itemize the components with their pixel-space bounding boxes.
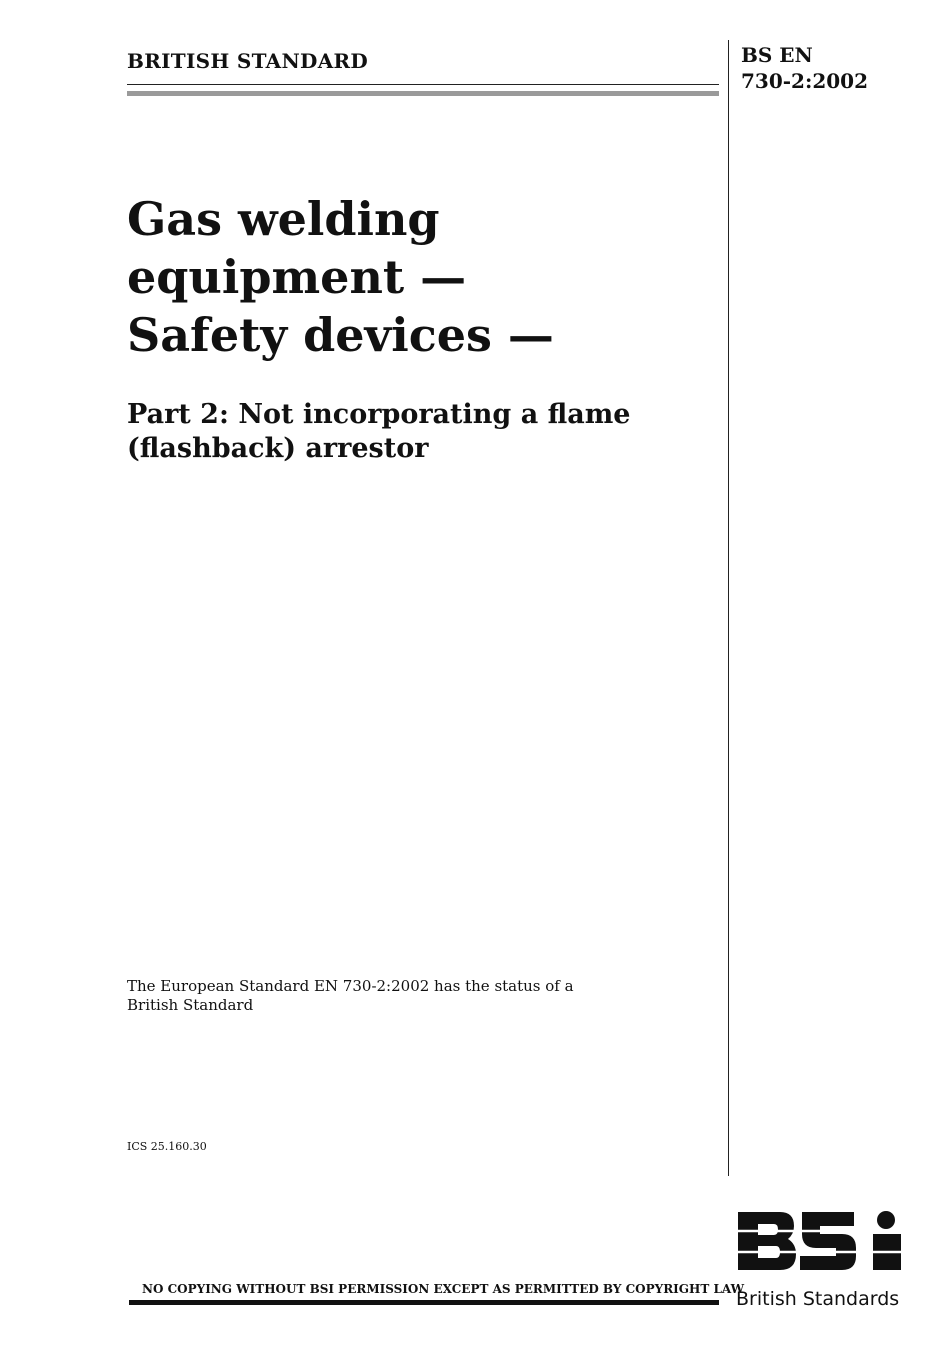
status-note: [127, 977, 574, 1015]
status-note-line2: British Standard: [127, 996, 254, 1014]
bsi-tagline: British Standards: [736, 1288, 900, 1310]
ics-code: ICS 25.160.30: [127, 1140, 207, 1153]
subtitle-line1: Part 2: Not incorporating a flame: [127, 399, 631, 430]
standard-number-line2: 730-2:2002: [741, 69, 869, 93]
document-title: [127, 190, 554, 364]
subtitle-line2: (flashback) arrestor: [127, 433, 429, 464]
copyright-notice: NO COPYING WITHOUT BSI PERMISSION EXCEPT AS PERMITTED BY COPYRIGHT LAW: [142, 1282, 745, 1296]
vertical-divider: [728, 40, 729, 1176]
standard-number: [741, 42, 868, 94]
title-line2: equipment —: [127, 250, 467, 304]
footer-rule: [129, 1300, 719, 1305]
standard-number-line1: BS EN: [741, 43, 813, 67]
header-thin-rule: [127, 84, 719, 85]
title-line1: Gas welding: [127, 192, 440, 246]
header-label: BRITISH STANDARD: [127, 49, 369, 73]
title-line3: Safety devices —: [127, 308, 554, 362]
document-subtitle: [127, 398, 630, 466]
status-note-line1: The European Standard EN 730-2:2002 has the status of a: [127, 977, 574, 995]
header-thick-rule: [127, 91, 719, 96]
